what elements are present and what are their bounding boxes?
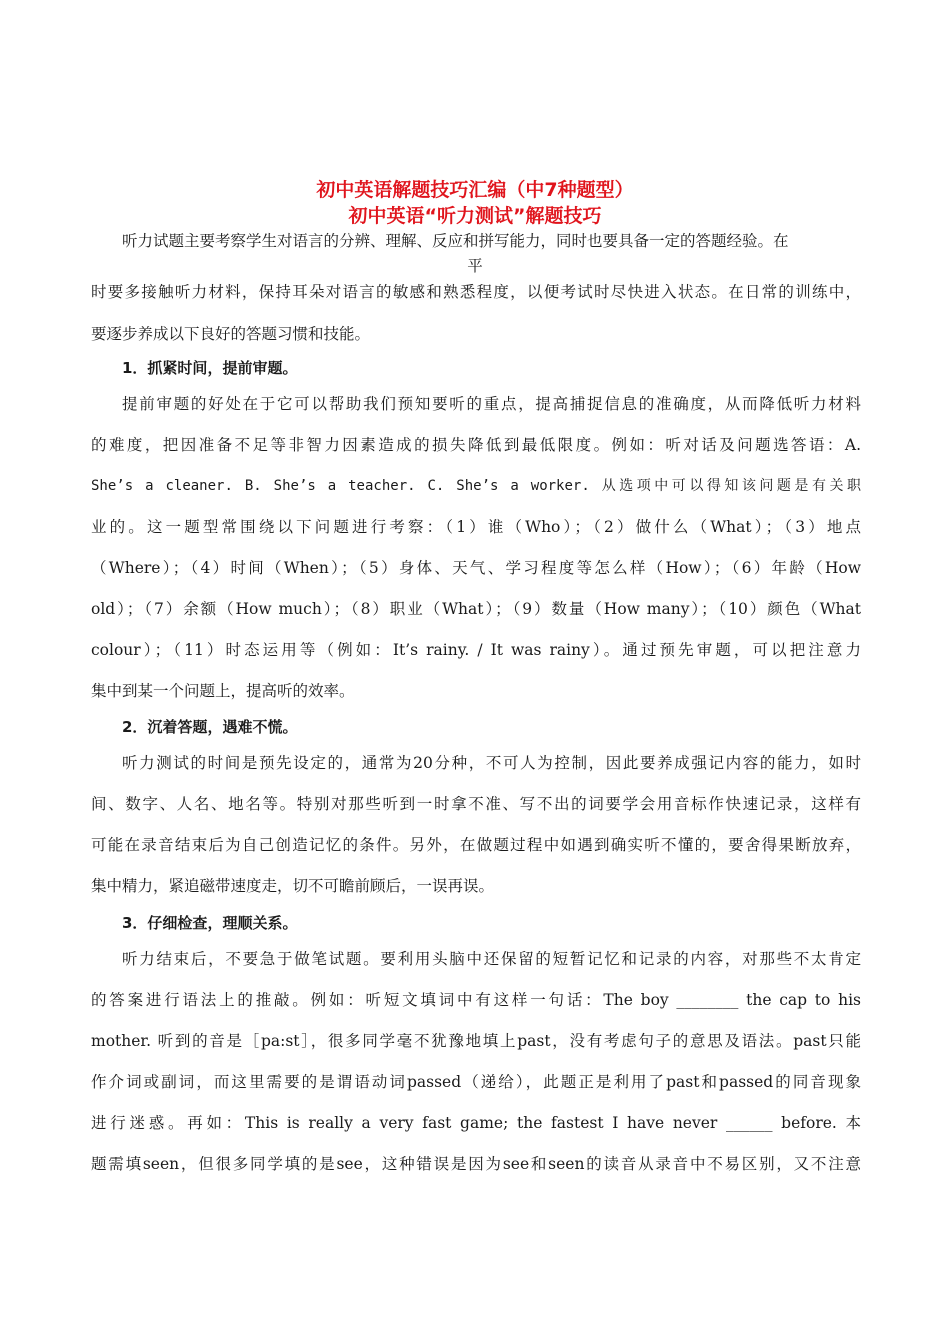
body-line: old）；（7）余额（How much）；（8）职业（What）；（9）数量（How many）；（10）颜色（What (91, 600, 861, 618)
document-subtitle: 初中英语“听力测试”解题技巧 (348, 205, 602, 227)
intro-line: 平 (467, 257, 483, 275)
intro-line: 要逐步养成以下良好的答题习惯和技能。 (91, 325, 371, 343)
body-line: 的答案进行语法上的推敲。例如：听短文填词中有这样一句话：The boy ________ the cap to his (91, 991, 861, 1009)
body-line: colour）；（11）时态运用等（例如：It’s rainy. / It was rainy）。通过预先审题，可以把注意力 (91, 641, 861, 659)
body-line: 集中到某一个问题上，提高听的效率。 (91, 682, 355, 700)
section-heading: 3．仔细检查，理顺关系。 (122, 914, 298, 932)
body-line: 听力测试的时间是预先设定的，通常为20分种，不可人为控制，因此要养成强记内容的能力，如时 (122, 754, 861, 772)
body-line: 业的。这一题型常围绕以下问题进行考察：（1）谁（Who）；（2）做什么（What）；（3）地点 (91, 518, 861, 536)
section-heading: 2．沉着答题，遇难不慌。 (122, 718, 298, 736)
section-heading: 1．抓紧时间，提前审题。 (122, 359, 298, 377)
body-line: 可能在录音结束后为自己创造记忆的条件。另外，在做题过程中如遇到确实听不懂的，要舍得果断放弃， (91, 836, 861, 854)
body-line: 提前审题的好处在于它可以帮助我们预知要听的重点，提高捕捉信息的准确度，从而降低听力材料 (122, 395, 861, 413)
intro-line: 听力试题主要考察学生对语言的分辨、理解、反应和拼写能力，同时也要具备一定的答题经验。在 (122, 232, 789, 250)
body-line: 作介词或副词，而这里需要的是谓语动词passed（递给），此题正是利用了past和passed的同音现象 (91, 1073, 861, 1091)
body-line: 题需填seen，但很多同学填的是see，这种错误是因为see和seen的读音从录音中不易区别，又不注意 (91, 1155, 861, 1173)
body-line: mother. 听到的音是［pa:st］，很多同学毫不犹豫地填上past，没有考虑句子的意思及语法。past只能 (91, 1032, 861, 1050)
body-line: 集中精力，紧追磁带速度走，切不可瞻前顾后，一误再误。 (91, 877, 495, 895)
body-line: 间、数字、人名、地名等。特别对那些听到一时拿不准、写不出的词要学会用音标作快速记录，这样有 (91, 795, 861, 813)
body-line: She’s a cleaner. B. She’s a teacher. C. She’s a worker. 从选项中可以得知该问题是有关职 (91, 478, 861, 494)
intro-line: 时要多接触听力材料，保持耳朵对语言的敏感和熟悉程度，以便考试时尽快进入状态。在日常的训练中， (91, 283, 861, 301)
body-line: 进行迷惑。再如：This is really a very fast game; the fastest I have never ______ before. 本 (91, 1114, 861, 1132)
body-line: 的难度，把因准备不足等非智力因素造成的损失降低到最低限度。例如：听对话及问题选答语：A. (91, 436, 861, 454)
body-line: 听力结束后，不要急于做笔试题。要利用头脑中还保留的短暂记忆和记录的内容，对那些不太肯定 (122, 950, 861, 968)
body-line: （Where）；（4）时间（When）；（5）身体、天气、学习程度等怎么样（How）；（6）年龄（How (91, 559, 861, 577)
document-title: 初中英语解题技巧汇编（中7种题型） (316, 179, 634, 201)
